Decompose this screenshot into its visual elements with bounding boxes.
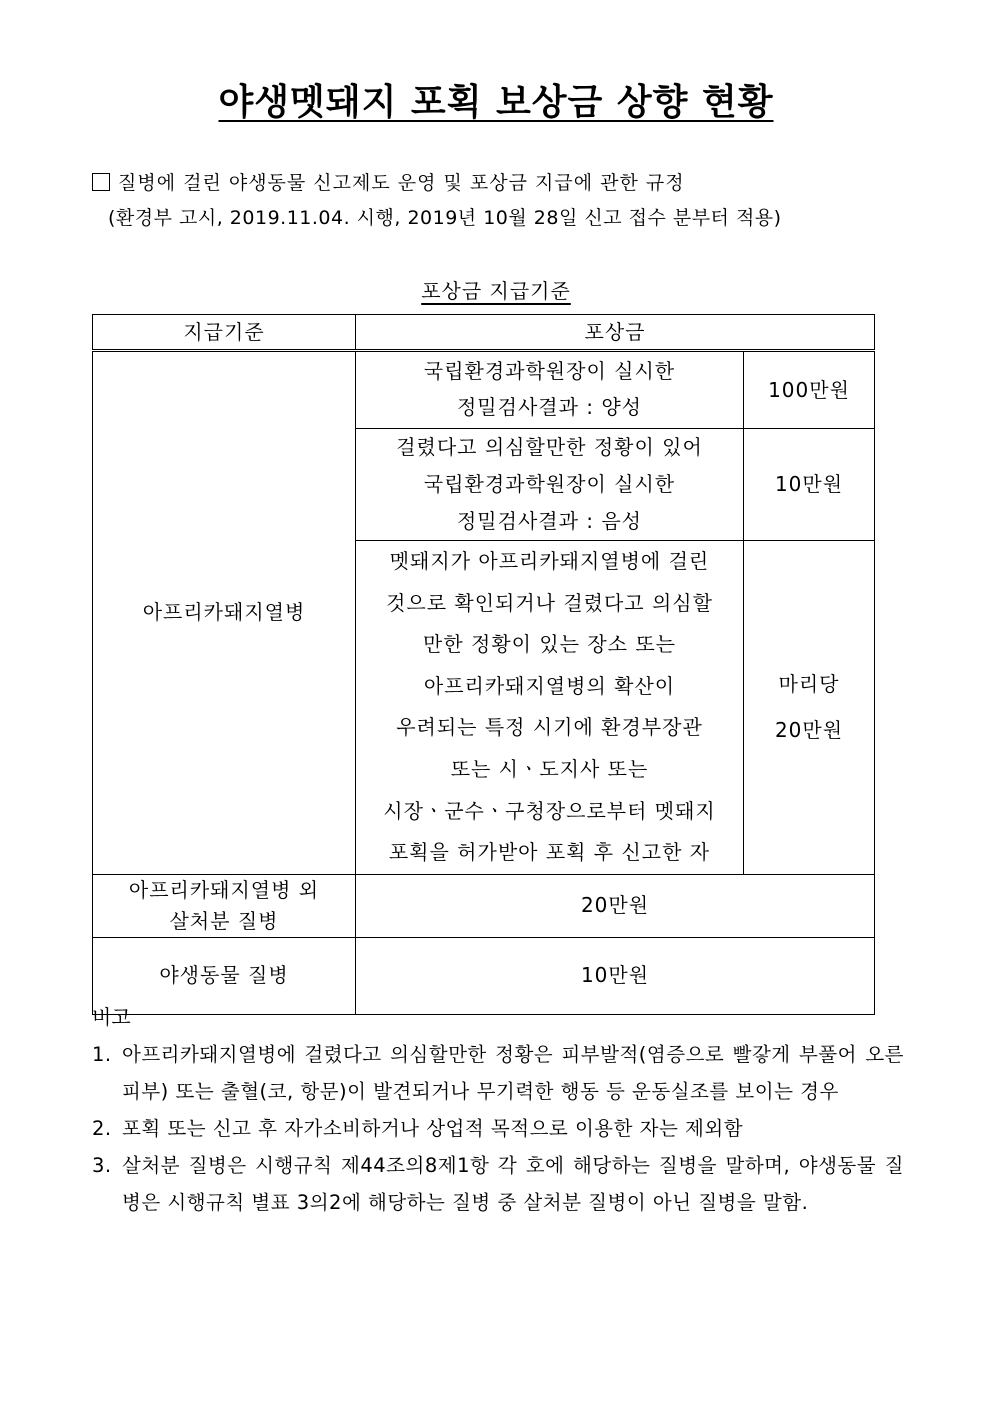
list-item: 1. 아프리카돼지열병에 걸렸다고 의심할만한 정황은 피부발적(염증으로 빨갛게 부풀어 오른 피부) 또는 출혈(코, 항문)이 발견되거나 무기력한 행동 등 운동실조를 보이는 경우 (92, 1043, 904, 1103)
table-row (93, 351, 875, 429)
asf-amount-1: 100만원 (744, 351, 875, 429)
asf-amount-2: 10만원 (744, 429, 875, 541)
regulation-note: (환경부 고시, 2019.11.04. 시행, 2019년 10월 28일 신고 접수 분부터 적용) (108, 207, 782, 229)
table-caption: 포상금 지급기준 (421, 279, 571, 303)
wildlife-disease-amount: 10만원 (356, 937, 875, 1014)
page-title: 야생멧돼지 포획 보상금 상향 현황 (218, 82, 774, 123)
notes-heading: 비고 (92, 1005, 131, 1029)
table-header-row (93, 315, 875, 351)
asf-amount-3: 마리당 20만원 (744, 541, 875, 875)
reward-table (92, 314, 875, 1015)
regulation-title: 질병에 걸린 야생동물 신고제도 운영 및 포상금 지급에 관한 규정 (92, 168, 685, 195)
wildlife-disease-label: 야생동물 질병 (93, 937, 356, 1014)
other-disease-label: 아프리카돼지열병 외 살처분 질병 (93, 874, 356, 937)
table-row (93, 874, 875, 937)
header-criteria: 지급기준 (93, 315, 356, 351)
list-item: 2. 포획 또는 신고 후 자가소비하거나 상업적 목적으로 이용한 자는 제외함 (92, 1117, 744, 1140)
notes-list (92, 1036, 904, 1221)
asf-condition-2: 걸렸다고 의심할만한 정황이 있어 국립환경과학원장이 실시한 정밀검사결과 : 음성 (356, 429, 744, 541)
table-row (93, 937, 875, 1014)
list-item: 3. 살처분 질병은 시행규칙 제44조의8제1항 각 호에 해당하는 질병을 말하며, 야생동물 질병은 시행규칙 별표 3의2에 해당하는 질병 중 살처분 질병이 아닌 질병을 말함. (92, 1154, 904, 1214)
header-reward: 포상금 (356, 315, 875, 351)
checkbox-square-icon (92, 173, 110, 191)
other-disease-amount: 20만원 (356, 874, 875, 937)
asf-condition-1: 국립환경과학원장이 실시한 정밀검사결과 : 양성 (356, 351, 744, 429)
asf-condition-3: 멧돼지가 아프리카돼지열병에 걸린 것으로 확인되거나 걸렸다고 의심할 만한 정황이 있는 장소 또는 아프리카돼지열병의 확산이 우려되는 특정 시기에 환경부장관 또는 시ㆍ도지사 또는 시장ㆍ군수ㆍ구청장으로부터 멧돼지 포획을 허가받아 포획 후 신고한 자 (356, 541, 744, 875)
asf-label: 아프리카돼지열병 (93, 351, 356, 875)
